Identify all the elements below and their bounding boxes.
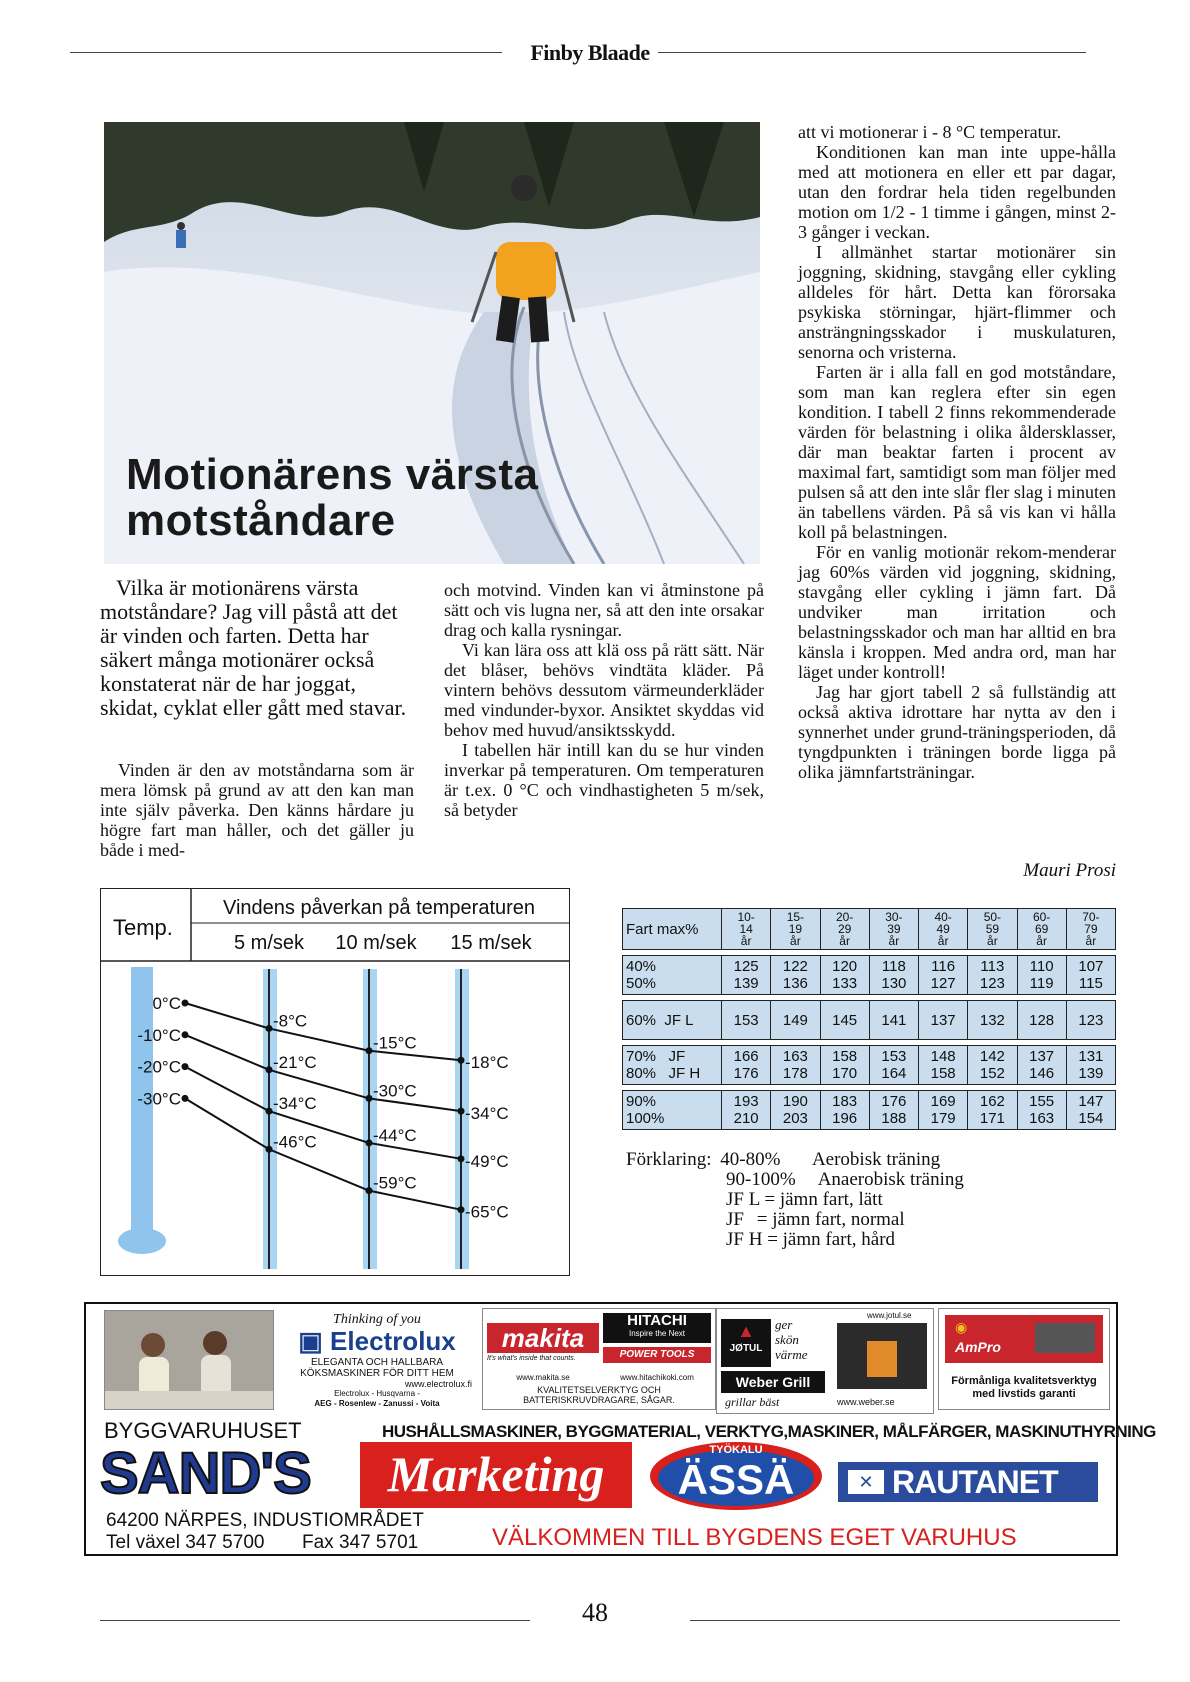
row-label-line: 60% JF L	[626, 1011, 694, 1029]
lead-text: Vilka är motionärens värsta motståndare? Jag vill påstå att det är vinden och farten. Detta har säkert många motionärer också konstaterat när de har joggat, skidat, cyklat eller gått med stavar.	[100, 575, 407, 720]
pulse-value: 176	[733, 1065, 759, 1082]
pulse-value: 127	[930, 975, 956, 992]
legend-title: Förklaring:	[626, 1149, 712, 1170]
wind-chill-label: -44°C	[373, 1125, 417, 1145]
age-header-line: 79	[1084, 922, 1098, 936]
table-row	[623, 1091, 1116, 1130]
wind-chill-point	[366, 1095, 373, 1102]
electrolux-line4: AEG - Rosenlew - Zanussi - Voita	[314, 1399, 440, 1408]
wind-chill-point	[266, 1025, 273, 1032]
wind-chill-label: -15°C	[373, 1033, 417, 1053]
pulse-cell	[968, 1001, 1017, 1040]
age-header-line: år	[790, 934, 801, 948]
wind-chill-label: -59°C	[373, 1173, 417, 1193]
pulse-value: 118	[881, 958, 906, 975]
electrolux-slogan: Thinking of you	[333, 1312, 421, 1327]
age-header-line: 15-	[786, 910, 805, 924]
hitachi-brand: HITACHI	[627, 1312, 687, 1329]
electrolux-brand: Electrolux	[330, 1326, 456, 1356]
jotul-logo	[721, 1319, 771, 1367]
wind-chill-point	[458, 1206, 465, 1213]
pulse-cell	[722, 1091, 771, 1130]
stove-image	[837, 1323, 927, 1389]
row-label	[623, 1001, 722, 1040]
age-header-line: år	[839, 934, 850, 948]
pulse-value: 171	[979, 1110, 1005, 1127]
pulse-value: 120	[832, 958, 858, 975]
pulse-value: 139	[733, 975, 759, 992]
weber-tagline: grillar bäst	[725, 1395, 780, 1409]
wind-chill-point	[266, 1146, 273, 1153]
age-header-line: 70-	[1082, 910, 1100, 924]
wind-chill-chart	[100, 888, 570, 1276]
row-label-line: 100%	[626, 1110, 665, 1127]
pulse-value: 115	[1078, 975, 1103, 992]
hitachi-logo	[603, 1313, 711, 1343]
pulse-value: 203	[782, 1110, 808, 1127]
legend-text: = jämn fart, normal	[756, 1209, 905, 1230]
age-header-line: 39	[887, 922, 901, 936]
sands-tel: Tel växel 347 5700	[106, 1532, 265, 1553]
wind-chill-label: -34°C	[465, 1104, 509, 1124]
pulse-value: 107	[1078, 958, 1104, 975]
wind-chill-label: -30°C	[373, 1081, 417, 1101]
pulse-cell	[771, 1046, 820, 1085]
row-label-line: 50%	[626, 975, 657, 992]
row-label	[623, 956, 722, 995]
pulse-value: 158	[832, 1048, 858, 1065]
jotul-tagline-2: skön	[775, 1332, 799, 1347]
weber-url: www.weber.se	[837, 1397, 895, 1407]
pulse-cell	[869, 1001, 918, 1040]
table-head-speed: Fart max%	[623, 909, 722, 950]
body-paragraph: I allmänhet startar motionärer sin joggning, skidning, stavgång eller cykling alldeles för hårt. Detta kan förorsaka psykiska störningar, hjärt-flimmer och ansträngningsskador i muskulaturen, senorna och vristerna.	[798, 242, 1116, 362]
age-header	[771, 909, 820, 950]
pulse-value: 176	[881, 1093, 907, 1110]
pulse-cell	[919, 1001, 968, 1040]
age-header	[820, 909, 869, 950]
tools-text: KVALITETSELVERKTYG OCH BATTERISKRUVDRAGARE, SÅGAR.	[523, 1385, 675, 1405]
legend-key: JF L	[726, 1189, 760, 1210]
pulse-value: 196	[832, 1110, 858, 1127]
speed-label-15: 15 m/sek	[450, 932, 532, 954]
age-header-line: år	[987, 934, 998, 948]
legend-text: = jämn fart, lätt	[764, 1189, 883, 1210]
pulse-value: 146	[1029, 1065, 1055, 1082]
table-row	[623, 956, 1116, 995]
pulse-cell	[1017, 1046, 1066, 1085]
pulse-value: 193	[733, 1093, 759, 1110]
header-rule-right	[658, 52, 1086, 53]
age-header-line: 30-	[885, 910, 903, 924]
pulse-value: 183	[832, 1093, 858, 1110]
wind-chill-point	[366, 1047, 373, 1054]
wind-chill-line	[185, 1098, 461, 1209]
pulse-value: 130	[881, 975, 907, 992]
pulse-value: 119	[1029, 975, 1054, 992]
pulse-value: 136	[782, 975, 808, 992]
pulse-cell	[1066, 956, 1115, 995]
age-header-line: 50-	[983, 910, 1002, 924]
pulse-value: 128	[1029, 1011, 1055, 1029]
marketing-logo: Marketing	[360, 1442, 632, 1508]
row-label-line: 40%	[626, 958, 657, 975]
pulse-value: 125	[733, 958, 759, 975]
pulse-cell	[820, 1046, 869, 1085]
thermometer-bulb	[118, 1228, 166, 1254]
age-header-line: 20-	[835, 910, 854, 924]
table-row	[623, 1001, 1116, 1040]
row-label-line: 70% JF	[626, 1048, 686, 1065]
pulse-value: 122	[782, 958, 808, 975]
wind-chill-label: -46°C	[273, 1132, 317, 1152]
pulse-value: 131	[1078, 1048, 1104, 1065]
pulse-cell	[722, 956, 771, 995]
legend-key: JF	[726, 1209, 744, 1230]
wind-chill-label: -34°C	[273, 1094, 317, 1114]
legend-text: = jämn fart, hård	[767, 1229, 896, 1250]
body-paragraph: För en vanlig motionär rekom-menderar jag 60%s värden vid joggning, skidning, stavgång eller cykling i jämn fart. Då undviker man irritation och belastningsskador och man har alltid en bra känsla i kroppen. Med andra ord, man har läget under kontroll!	[798, 542, 1116, 682]
pulse-cell	[820, 1001, 869, 1040]
body-paragraph: Vinden är den av motståndarna som är mera lömsk på grund av att den kan man inte själv påverka. Den känns hårdare ju högre fart man håller, och det gäller ju både i med-	[100, 760, 414, 860]
row-label	[623, 1046, 722, 1085]
publication-title: Finby Blaade	[530, 40, 650, 65]
hitachi-tagline: Inspire the Next	[628, 1329, 686, 1338]
flame-icon: ▲	[737, 1321, 755, 1341]
makita-logo: makita	[487, 1323, 599, 1353]
pulse-value: 169	[930, 1093, 956, 1110]
speed-label-5: 5 m/sek	[233, 932, 305, 954]
advertisement-block	[84, 1302, 1156, 1556]
footer-rule-left	[100, 1620, 530, 1621]
article-title-line1: Motionärens värsta	[126, 450, 539, 499]
pulse-value: 155	[1029, 1093, 1055, 1110]
age-header-line: 29	[837, 922, 852, 936]
pulse-cell	[968, 1046, 1017, 1085]
jotul-url: www.jotul.se	[867, 1311, 912, 1320]
pulse-value: 132	[979, 1011, 1005, 1029]
ampro-emblem-icon: ◉	[955, 1319, 968, 1335]
electrolux-url: www.electrolux.fi	[404, 1379, 472, 1389]
pulse-cell	[919, 1046, 968, 1085]
pulse-cell	[820, 1091, 869, 1130]
wind-chill-point	[182, 1063, 189, 1070]
age-header-line: 49	[936, 922, 950, 936]
article-title	[126, 452, 538, 544]
article-title-line2: motståndare	[126, 496, 396, 545]
base-temp-label: 0°C	[152, 994, 181, 1013]
pulse-value: 141	[881, 1011, 907, 1029]
jotul-tagline-3: värme	[775, 1347, 808, 1362]
pulse-value: 152	[979, 1065, 1005, 1082]
age-header-line: år	[1085, 934, 1097, 948]
makita-hitachi-ad	[482, 1308, 716, 1410]
pulse-value: 142	[979, 1048, 1005, 1065]
pulse-cell	[771, 1091, 820, 1130]
pulse-value: 210	[733, 1110, 759, 1127]
age-header-line: år	[1036, 934, 1047, 948]
wind-chill-line	[185, 1067, 461, 1159]
assa-logo	[648, 1440, 824, 1512]
page-number: 48	[582, 1598, 608, 1627]
wind-chill-point	[458, 1155, 465, 1162]
sands-fax: Fax 347 5701	[302, 1532, 419, 1553]
wind-chill-point	[182, 1095, 189, 1102]
pulse-value: 178	[782, 1065, 808, 1082]
hitachi-url: www.hitachikoki.com	[620, 1373, 694, 1382]
kitchen-photo	[104, 1310, 274, 1410]
legend-key: JF H	[726, 1229, 763, 1250]
pulse-value: 154	[1078, 1110, 1104, 1127]
body-paragraph: I tabellen här intill kan du se hur vinden inverkar på temperaturen. Om temperaturen är t.ex. 0 °C och vindhastigheten 5 m/sek, så betyder	[444, 740, 764, 820]
electrolux-line1: ELEGANTA OCH HALLBARA	[310, 1357, 444, 1368]
lead-paragraph	[100, 576, 414, 720]
text-column-2	[444, 580, 764, 820]
text-column-1	[100, 760, 414, 860]
services-list: HUSHÅLLSMASKINER, BYGGMATERIAL, VERKTYG,MASKINER, MÅLFÄRGER, MASKINUTHYRNING	[382, 1422, 1156, 1441]
pulse-value: 123	[979, 975, 1005, 992]
body-paragraph: och motvind. Vinden kan vi åtminstone på sätt och vis lugna ner, så att den inte orsakar drag och kalla rysningar.	[444, 580, 764, 640]
pulse-cell	[722, 1046, 771, 1085]
pulse-value: 170	[832, 1065, 858, 1082]
pulse-cell	[869, 956, 918, 995]
makita-url: www.makita.se	[516, 1373, 570, 1382]
age-header-line: år	[937, 934, 949, 948]
pulse-value: 110	[1029, 958, 1054, 975]
pulse-value: 147	[1078, 1093, 1104, 1110]
body-paragraph: Jag har gjort tabell 2 så fullständig att också aktiva idrottare har nytta av den i synnerhet under grund-träningsperioden, då tyngdpunkten i träningen borde ligga på olika jämnfartsträningar.	[798, 682, 1116, 782]
electrolux-line2: KÖKSMASKINER FÖR DITT HEM	[300, 1368, 454, 1379]
wind-chill-label: -21°C	[273, 1052, 317, 1072]
wind-chill-point	[458, 1108, 465, 1115]
base-temp-label: -20°C	[137, 1057, 181, 1077]
wind-chill-point	[182, 1000, 189, 1007]
jotul-weber-ad	[716, 1308, 934, 1414]
toolbox-icon	[1035, 1323, 1095, 1353]
rautanet-mark-icon: ✕	[848, 1470, 884, 1494]
pulse-value: 137	[930, 1011, 956, 1029]
pulse-value: 113	[980, 958, 1005, 975]
wind-chill-label: -49°C	[465, 1151, 509, 1171]
pulse-value: 148	[930, 1048, 956, 1065]
sands-logo: SAND'S	[100, 1441, 311, 1506]
age-header-line: år	[888, 934, 900, 948]
age-header	[1017, 909, 1066, 950]
wind-chill-label: -18°C	[465, 1053, 509, 1073]
pulse-value: 153	[733, 1011, 759, 1029]
temp-header-label: Temp.	[113, 915, 173, 940]
age-header-line: 19	[788, 922, 803, 936]
rautanet-logo	[838, 1462, 1098, 1502]
rautanet-brand: RAUTANET	[892, 1464, 1058, 1500]
wind-chill-label: -8°C	[273, 1011, 308, 1031]
row-label-line: 90%	[626, 1093, 657, 1110]
age-header-line: 60-	[1032, 910, 1051, 924]
pulse-value: 153	[881, 1048, 907, 1065]
pulse-table	[622, 908, 1116, 1130]
pulse-cell	[1017, 956, 1066, 995]
ampro-brand: AmPro	[955, 1339, 1001, 1355]
legend-text: Anaerobisk träning	[817, 1169, 964, 1190]
wind-chill-point	[366, 1139, 373, 1146]
age-header	[869, 909, 918, 950]
pulse-value: 163	[1029, 1110, 1055, 1127]
legend-key: 90-100%	[726, 1169, 796, 1190]
pulse-cell	[869, 1046, 918, 1085]
electrolux-logo-icon: ▣	[298, 1326, 323, 1356]
pulse-cell	[919, 956, 968, 995]
wind-chill-point	[266, 1066, 273, 1073]
age-header	[919, 909, 968, 950]
pulse-cell	[968, 1091, 1017, 1130]
pulse-value: 149	[782, 1011, 808, 1029]
age-header	[1066, 909, 1115, 950]
pulse-cell	[1017, 1001, 1066, 1040]
pulse-value: 116	[931, 958, 956, 975]
age-header	[968, 909, 1017, 950]
pulse-value: 166	[733, 1048, 759, 1065]
base-temp-label: -30°C	[137, 1089, 181, 1109]
age-header-line: 10-	[737, 910, 755, 924]
pulse-value: 188	[881, 1110, 907, 1127]
electrolux-line3: Electrolux - Husqvarna -	[334, 1389, 420, 1398]
text-column-3	[798, 122, 1116, 782]
wind-chill-point	[182, 1031, 189, 1038]
jotul-tagline	[775, 1317, 808, 1362]
age-header-line: år	[740, 934, 752, 948]
pulse-value: 163	[782, 1048, 808, 1065]
age-header-line: 40-	[934, 910, 952, 924]
stove-fire-icon	[867, 1341, 897, 1377]
jotul-tagline-1: ger	[775, 1317, 793, 1332]
row-label-line: 80% JF H	[626, 1065, 701, 1082]
pulse-value: 162	[979, 1093, 1005, 1110]
pulse-value: 158	[930, 1065, 956, 1082]
sands-pretitle: BYGGVARUHUSET	[104, 1418, 302, 1443]
assa-top-label: TYÖKALU	[709, 1444, 763, 1456]
pulse-cell	[771, 956, 820, 995]
ampro-tools-image	[945, 1315, 1103, 1363]
row-label	[623, 1091, 722, 1130]
jotul-brand: JØTUL	[729, 1343, 763, 1354]
age-header-line: 14	[739, 922, 753, 936]
legend-text: Aerobisk träning	[811, 1149, 941, 1170]
legend-key: 40-80%	[720, 1149, 781, 1170]
pulse-value: 164	[881, 1065, 907, 1082]
pulse-value: 137	[1029, 1048, 1055, 1065]
ampro-text: Förmånliga kvalitetsverktyg med livstids garanti	[951, 1375, 1097, 1400]
chart-title: Vindens påverkan på temperaturen	[222, 897, 536, 919]
wind-chill-label: -65°C	[465, 1202, 509, 1222]
ampro-ad	[938, 1308, 1110, 1410]
speed-label-10: 10 m/sek	[335, 932, 417, 954]
skier-photo	[104, 122, 760, 564]
pulse-cell	[771, 1001, 820, 1040]
welcome-text: VÄLKOMMEN TILL BYGDENS EGET VARUHUS	[492, 1524, 1017, 1551]
body-paragraph: att vi motionerar i - 8 °C temperatur.	[798, 122, 1062, 142]
pulse-cell	[722, 1001, 771, 1040]
body-paragraph: Konditionen kan man inte uppe-hålla med att motionera en eller ett par dagar, utan den fordrar hela tiden regelbunden motion om 1/2 - 1 timme i gången, minst 2-3 gånger i veckan.	[798, 142, 1116, 242]
age-header-line: 69	[1034, 922, 1049, 936]
body-paragraph: Farten är i alla fall en god motståndare, som man kan reglera efter sin egen kondition. I tabell 2 finns rekommenderade värden för belastning i olika åldersklasser, där man beaktar farten i procent av maximal fart, samtidigt som man följer med pulsen så att den inte slår fler slag i minuten än tabellens värden. På så vis kan vi hålla koll på belastningen.	[798, 362, 1116, 542]
pulse-cell	[1066, 1091, 1115, 1130]
pulse-cell	[1066, 1001, 1115, 1040]
pulse-cell	[1066, 1046, 1115, 1085]
age-header	[722, 909, 771, 950]
author-signature: Mauri Prosi	[1023, 860, 1116, 881]
body-paragraph: Vi kan lära oss att klä oss på rätt sätt. När det blåser, behövs vindtäta kläder. På vintern behövs dessutom värmeunderkläder med vindunder-byxor. Ansiktet skyddas vid behov med huvud/ansiktsskydd.	[444, 640, 764, 740]
wind-chill-point	[266, 1108, 273, 1115]
pulse-value: 190	[782, 1093, 808, 1110]
makita-tagline: It's what's inside that counts.	[487, 1355, 576, 1362]
base-temp-label: -10°C	[137, 1025, 181, 1045]
sands-address: 64200 NÄRPES, INDUSTIOMRÅDET	[106, 1510, 424, 1531]
assa-brand: ÄSSÄ	[677, 1456, 795, 1503]
table-row	[623, 1046, 1116, 1085]
pulse-value: 123	[1078, 1011, 1104, 1029]
wind-chill-line	[185, 1035, 461, 1114]
pulse-cell	[820, 956, 869, 995]
age-header-line: 59	[985, 922, 1000, 936]
wind-chill-point	[366, 1187, 373, 1194]
wind-chill-point	[458, 1057, 465, 1064]
pulse-value: 179	[930, 1110, 956, 1127]
pulse-value: 139	[1078, 1065, 1104, 1082]
pulse-value: 145	[832, 1011, 858, 1029]
weber-logo: Weber Grill	[721, 1371, 825, 1393]
pulse-cell	[1017, 1091, 1066, 1130]
footer-rule-right	[690, 1620, 1120, 1621]
pulse-value: 133	[832, 975, 858, 992]
pulse-cell	[968, 956, 1017, 995]
electrolux-ad	[274, 1310, 480, 1408]
header-rule-left	[70, 52, 502, 53]
hitachi-power-tools: POWER TOOLS	[603, 1347, 711, 1363]
table-legend	[626, 1150, 964, 1250]
pulse-cell	[919, 1091, 968, 1130]
pulse-cell	[869, 1091, 918, 1130]
